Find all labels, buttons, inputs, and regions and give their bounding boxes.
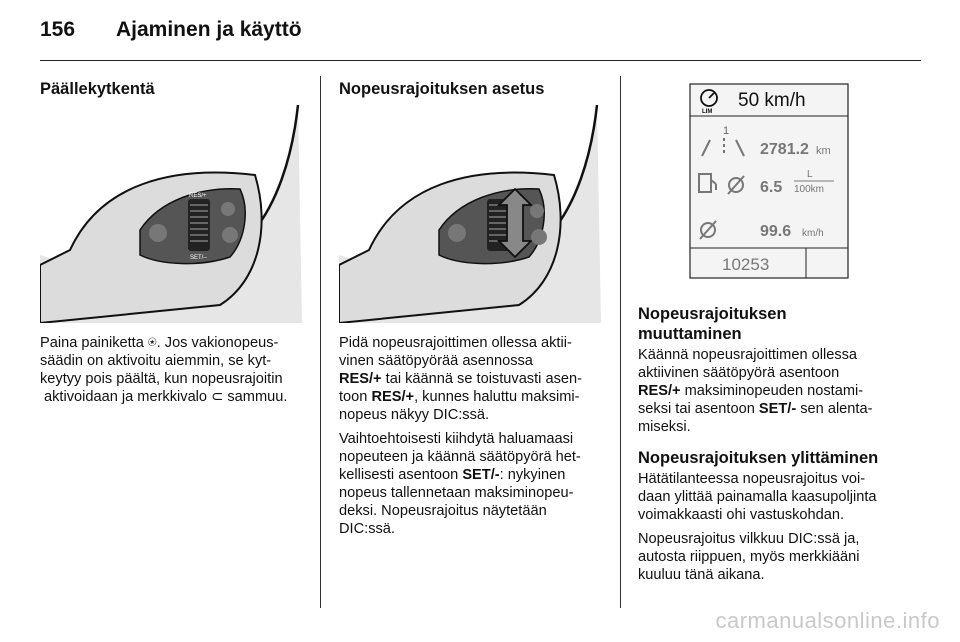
- header-rule: [40, 60, 921, 61]
- switch-on-text: Paina painiketta ⍟. Jos vakionopeus- säädin on aktivoitu aiemmin, se kyt- keytyy pois päältä, kun nopeusrajoitin aktivoidaan ja merkkivalo ⊂ sammuu.: [40, 335, 288, 405]
- page-header: [40, 18, 302, 42]
- setting-text: Pidä nopeusrajoittimen ollessa aktii- vinen säätöpyörää asennossa RES/+ tai käännä se toistuvasti asen- toon RES/+, kunnes haluttu maksimi- nopeus näkyy DIC:ssä. Vaihtoehtoisesti kiihdytä haluamaasi nopeuteen ja käännä säätöpyörä het- kellisesti asentoon SET/-: nykyinen nopeus tallennetaan maksiminopeu- deksi. Nopeusrajoitus näytetään DIC:ssä.: [339, 335, 582, 537]
- average-speed: 99.6: [760, 223, 792, 240]
- page-title: Ajaminen ja käyttö: [116, 18, 302, 41]
- set-label: SET/–: [190, 255, 207, 261]
- dic-display-illustration: [638, 76, 900, 290]
- column-divider-1: [320, 76, 321, 608]
- watermark: carmanualsonline.info: [715, 608, 940, 633]
- fuel-unit-bottom: 100km: [794, 184, 825, 195]
- column-divider-2: [620, 76, 621, 608]
- steering-wheel-illustration-2: [339, 105, 601, 323]
- svg-text:LIM: LIM: [702, 109, 713, 115]
- odometer: 10253: [722, 255, 770, 274]
- page-number: 156: [40, 18, 76, 41]
- heading-switch-on: Päällekytkentä: [40, 80, 155, 98]
- res-label: RES/+: [189, 193, 207, 199]
- exceed-text: Hätätilanteessa nopeusrajoitus voi- daan ylittää painamalla kaasupoljinta voimakkaasti ohi vastuskohdan. Nopeusrajoitus vilkkuu DIC:ssä ja, autosta riippuen, myös merkkiääni kuuluu tänä aikana.: [638, 471, 877, 583]
- trip-digit: 1: [723, 125, 730, 137]
- change-text: Käännä nopeusrajoittimen ollessa aktiivinen säätöpyörä asentoon RES/+ maksiminopeuden nostami- seksi tai asentoon SET/- sen alenta- miseksi.: [638, 347, 873, 435]
- heading-change: Nopeusrajoituksen muuttaminen: [638, 305, 787, 343]
- heading-exceed: Nopeusrajoituksen ylittäminen: [638, 449, 879, 467]
- average-speed-unit: km/h: [802, 228, 824, 239]
- trip-unit: km: [816, 145, 831, 157]
- trip-distance: 2781.2: [760, 141, 809, 158]
- speed-limit-value: 50 km/h: [738, 90, 806, 111]
- fuel-value: 6.5: [760, 179, 783, 196]
- heading-setting: Nopeusrajoituksen asetus: [339, 80, 545, 98]
- fuel-unit-top: L: [807, 169, 813, 180]
- steering-wheel-illustration-1: [40, 105, 302, 323]
